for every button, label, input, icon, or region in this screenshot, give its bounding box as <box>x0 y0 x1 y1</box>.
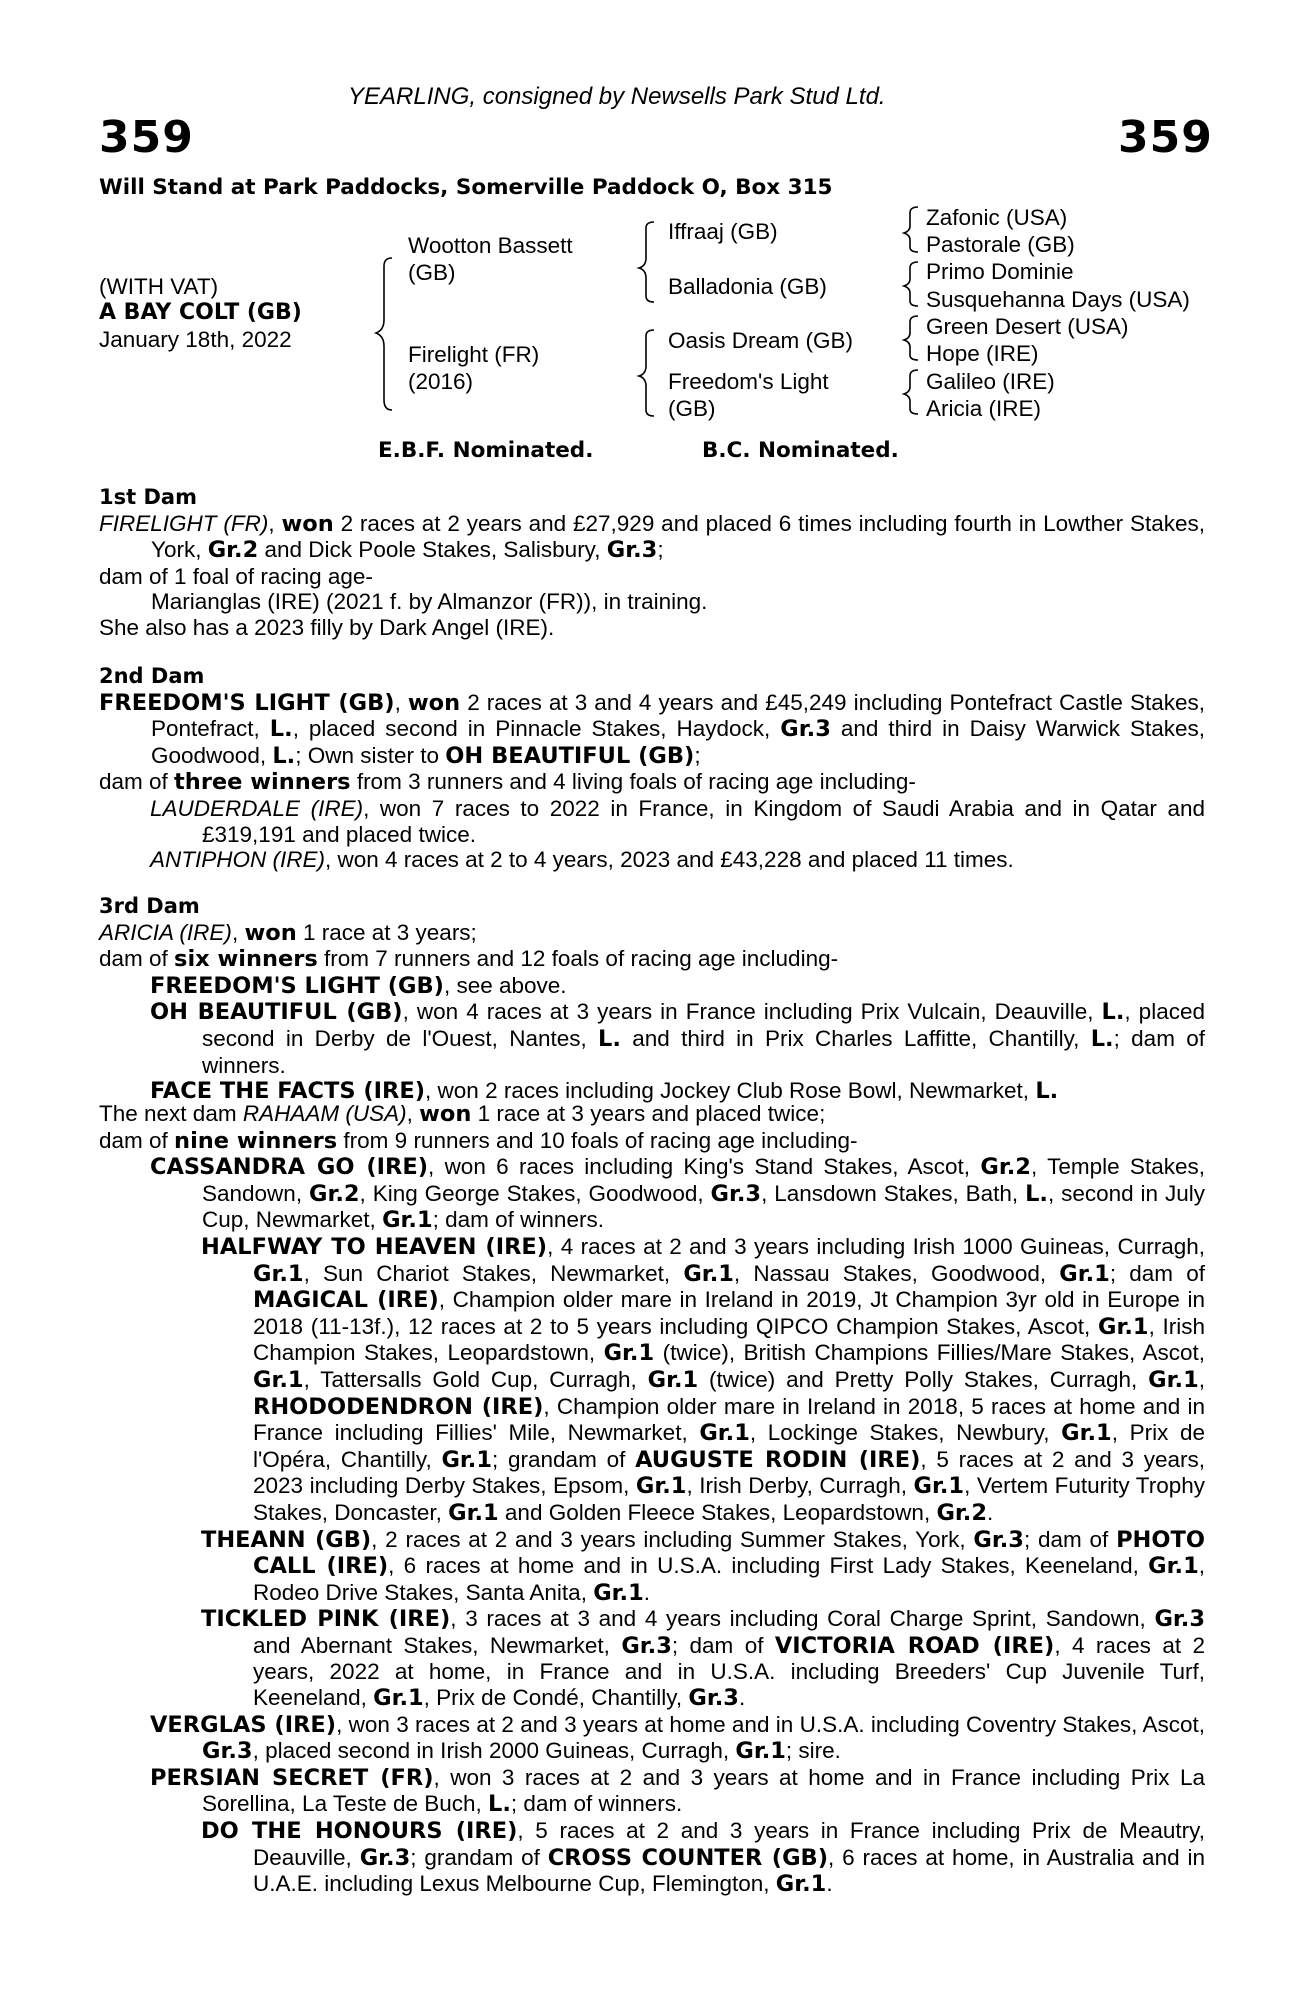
third-dam-produce-1: FREEDOM'S LIGHT (GB), see above. <box>150 972 567 999</box>
second-dam-produce-intro: dam of three winners from 3 runners and 4 living foals of racing age including- <box>99 769 916 796</box>
fourth-dam-produce-verglas: VERGLAS (IRE), won 3 races at 2 and 3 years at home and in U.S.A. including Coventry Stakes, Ascot, Gr.3, placed second in Irish 2000 Guineas, Curragh, Gr.1; sire. <box>150 1711 1206 1765</box>
second-dam-produce-2: ANTIPHON (IRE), won 4 races at 2 to 4 years, 2023 and £43,228 and placed 11 times. <box>150 847 1014 873</box>
gen3-dsd: Hope (IRE) <box>926 341 1039 366</box>
second-dam-heading: 2nd Dam <box>99 664 205 688</box>
third-dam-heading: 3rd Dam <box>99 894 200 918</box>
lot-number-right: 359 <box>1118 112 1213 163</box>
location-line: Will Stand at Park Paddocks, Somerville Paddock O, Box 315 <box>99 175 833 200</box>
first-dam-heading: 1st Dam <box>99 485 197 509</box>
dam-name-line1: Firelight (FR) <box>408 342 540 367</box>
bc-nomination: B.C. Nominated. <box>702 438 899 463</box>
sire-dam: Balladonia (GB) <box>668 274 827 299</box>
third-dam-produce-3: FACE THE FACTS (IRE), won 2 races including Jockey Club Rose Bowl, Newmarket, L. <box>150 1078 1059 1105</box>
fourth-dam-produce-theann: THEANN (GB), 2 races at 2 and 3 years including Summer Stakes, York, Gr.3; dam of PHOTO CALL (IRE), 6 races at home and in U.S.A. including First Lady Stakes, Keeneland, Gr.1, Rodeo Drive Stakes, Santa Anita, Gr.1. <box>201 1526 1205 1606</box>
pedigree-braces <box>0 0 1314 440</box>
third-dam-produce-2: OH BEAUTIFUL (GB), won 4 races at 3 years in France including Prix Vulcain, Deauville, L., placed second in Derby de l'Ouest, Nantes, L. and third in Prix Charles Laffitte, Chantilly, L.; dam of winners. <box>150 999 1205 1078</box>
fourth-dam-section <box>99 1101 1205 1898</box>
horse-name: A BAY COLT (GB) <box>99 300 302 325</box>
dam-sire: Oasis Dream (GB) <box>668 328 854 353</box>
vat-note: (WITH VAT) <box>99 274 219 299</box>
fourth-dam-produce-cassandra: CASSANDRA GO (IRE), won 6 races including King's Stand Stakes, Ascot, Gr.2, Temple Stakes, Sandown, Gr.2, King George Stakes, Goodwood, Gr.3, Lansdown Stakes, Bath, L., second in July Cup, Newmarket, Gr.1; dam of winners. <box>150 1154 1205 1234</box>
third-dam-record: ARICIA (IRE), won 1 race at 3 years; <box>99 919 477 946</box>
first-dam-record: FIRELIGHT (FR), won 2 races at 2 years and £27,929 and placed 6 times including fourth in Lowther Stakes, York, Gr.2 and Dick Poole Stakes, Salisbury, Gr.3; <box>99 510 1205 564</box>
dam-dam-line1: Freedom's Light <box>668 369 829 394</box>
horse-dob: January 18th, 2022 <box>99 327 292 352</box>
third-dam-section <box>99 894 1205 1105</box>
consignor-line: YEARLING, consigned by Newsells Park Stud Ltd. <box>348 83 886 110</box>
fourth-dam-produce-honours: DO THE HONOURS (IRE), 5 races at 2 and 3 years in France including Prix de Meautry, Deauville, Gr.3; grandam of CROSS COUNTER (GB), 6 races at home, in Australia and in U.A.E. including Lexus Melbourne Cup, Flemington, Gr.1. <box>201 1818 1205 1898</box>
gen3-dds: Galileo (IRE) <box>926 369 1055 394</box>
sire-sire: Iffraaj (GB) <box>668 219 778 244</box>
fourth-dam-produce-intro: dam of nine winners from 9 runners and 10 foals of racing age including- <box>99 1127 858 1154</box>
dam-dam-line2: (GB) <box>668 396 716 421</box>
gen3-sss: Zafonic (USA) <box>926 205 1068 230</box>
first-dam-produce-1: Marianglas (IRE) (2021 f. by Almanzor (FR)), in training. <box>151 589 708 615</box>
sire-name-line1: Wootton Bassett <box>408 233 573 258</box>
fourth-dam-produce-persian: PERSIAN SECRET (FR), won 3 races at 2 and 3 years at home and in France including Prix La Sorellina, La Teste de Buch, L.; dam of winners. <box>150 1764 1205 1818</box>
gen3-ddd: Aricia (IRE) <box>926 396 1042 421</box>
sire-name-line2: (GB) <box>408 260 456 285</box>
fourth-dam-record: The next dam RAHAAM (USA), won 1 race at 3 years and placed twice; <box>99 1101 826 1127</box>
gen3-sds: Primo Dominie <box>926 259 1074 284</box>
second-dam-section <box>99 664 1205 873</box>
second-dam-produce-1: LAUDERDALE (IRE), won 7 races to 2022 in France, in Kingdom of Saudi Arabia and in Qatar and £319,191 and placed twice. <box>150 795 1205 847</box>
dam-name-line2: (2016) <box>408 369 474 394</box>
lot-number-left: 359 <box>99 112 194 163</box>
third-dam-produce-intro: dam of six winners from 7 runners and 12 foals of racing age including- <box>99 946 839 973</box>
first-dam-section <box>99 485 1205 641</box>
fourth-dam-produce-tickled: TICKLED PINK (IRE), 3 races at 3 and 4 years including Coral Charge Sprint, Sandown, Gr.3 and Abernant Stakes, Newmarket, Gr.3; dam of VICTORIA ROAD (IRE), 4 races at 2 years, 2022 at home, in France and in U.S.A. including Breeders' Cup Juvenile Turf, Keeneland, Gr.1, Prix de Condé, Chantilly, Gr.3. <box>201 1606 1206 1712</box>
first-dam-note: She also has a 2023 filly by Dark Angel (IRE). <box>99 614 555 640</box>
ebf-nomination: E.B.F. Nominated. <box>378 438 594 463</box>
fourth-dam-produce-halfway: HALFWAY TO HEAVEN (IRE), 4 races at 2 and 3 years including Irish 1000 Guineas, Curragh, Gr.1, Sun Chariot Stakes, Newmarket, Gr.1, Nassau Stakes, Goodwood, Gr.1; dam of MAGICAL (IRE), Champion older mare in Ireland in 2019, Jt Champion 3yr old in Europe in 2018 (11-13f.), 12 races at 2 to 5 years including QIPCO Champion Stakes, Ascot, Gr.1, Irish Champion Stakes, Leopardstown, Gr.1 (twice), British Champions Fillies/Mare Stakes, Ascot, Gr.1, Tattersalls Gold Cup, Curragh, Gr.1 (twice) and Pretty Polly Stakes, Curragh, Gr.1, RHODODENDRON (IRE), Champion older mare in Ireland in 2018, 5 races at home and in France including Fillies' Mile, Newmarket, Gr.1, Lockinge Stakes, Newbury, Gr.1, Prix de l'Opéra, Chantilly, Gr.1; grandam of AUGUSTE RODIN (IRE), 5 races at 2 and 3 years, 2023 including Derby Stakes, Epsom, Gr.1, Irish Derby, Curragh, Gr.1, Vertem Futurity Trophy Stakes, Doncaster, Gr.1 and Golden Fleece Stakes, Leopardstown, Gr.2. <box>201 1233 1206 1526</box>
gen3-ssd: Pastorale (GB) <box>926 232 1075 257</box>
first-dam-produce-intro: dam of 1 foal of racing age- <box>99 563 373 589</box>
gen3-dss: Green Desert (USA) <box>926 314 1129 339</box>
gen3-sdd: Susquehanna Days (USA) <box>926 287 1190 312</box>
second-dam-record: FREEDOM'S LIGHT (GB), won 2 races at 3 and 4 years and £45,249 including Pontefract Castle Stakes, Pontefract, L., placed second in Pinnacle Stakes, Haydock, Gr.3 and third in Daisy Warwick Stakes, Goodwood, L.; Own sister to OH BEAUTIFUL (GB); <box>99 689 1206 769</box>
